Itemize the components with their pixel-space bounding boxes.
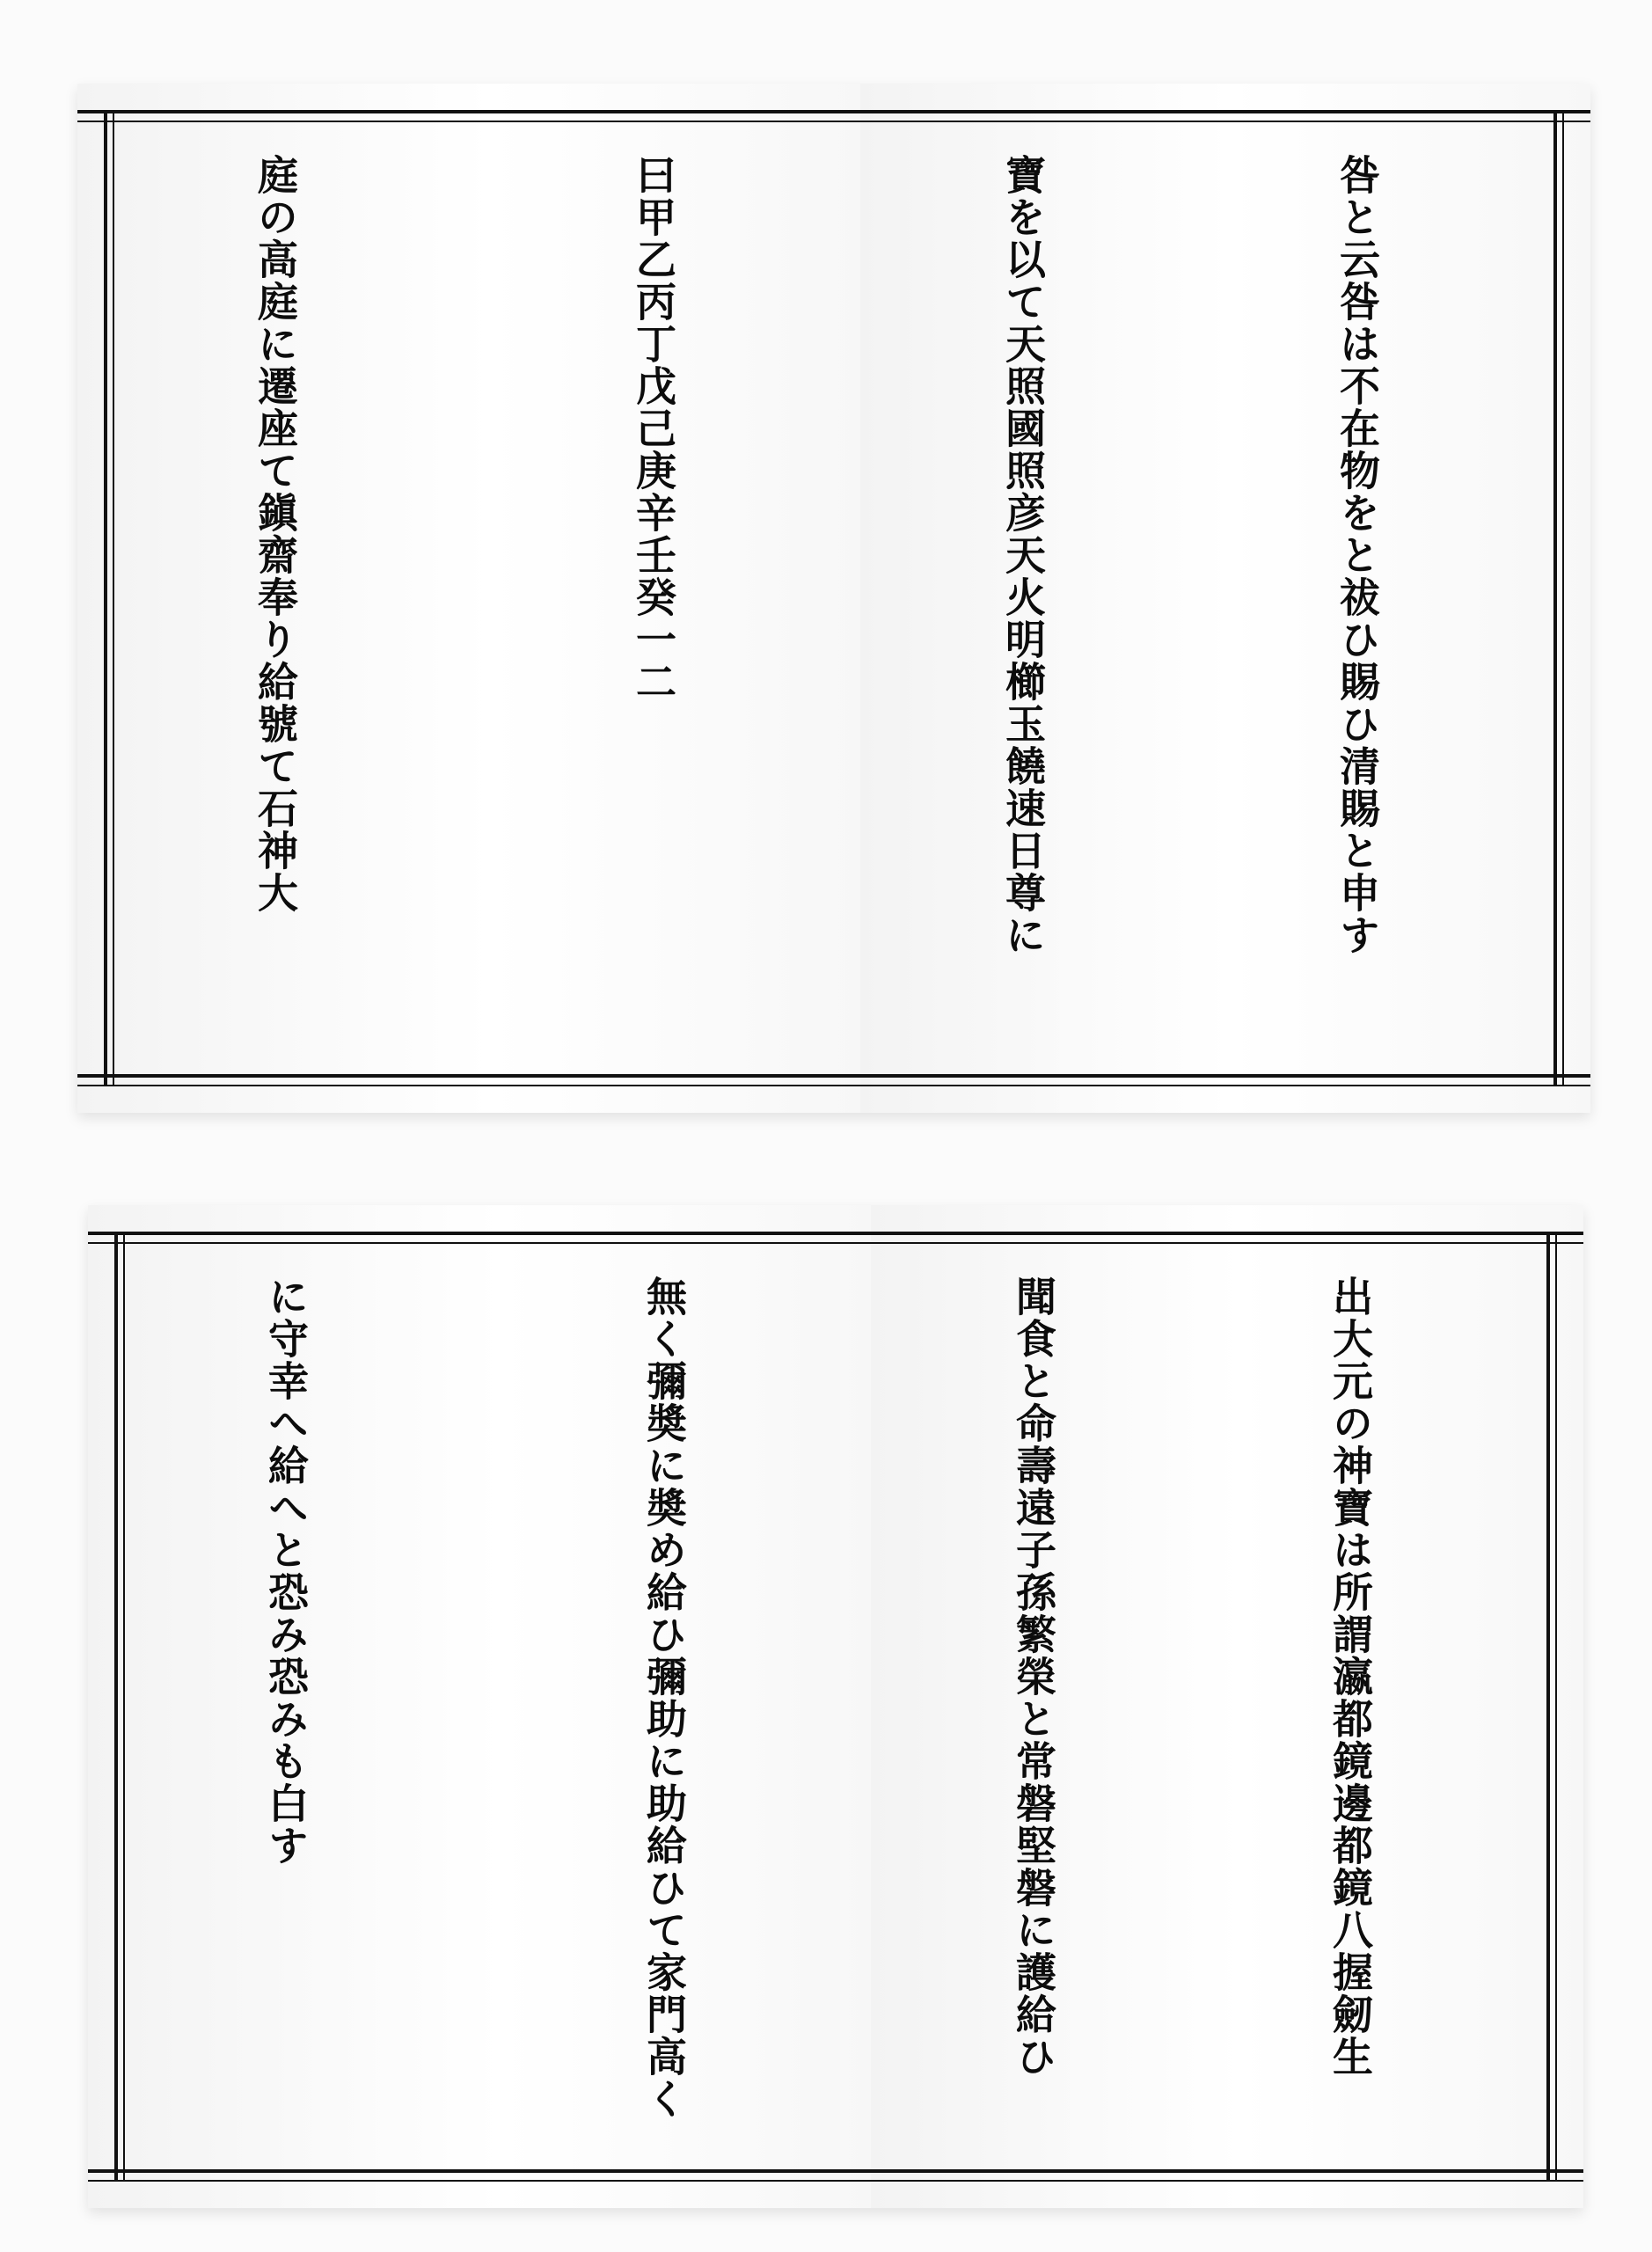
- frame-line: [1546, 1232, 1557, 2182]
- border-line: [501, 2169, 871, 2182]
- border-line: [491, 110, 860, 122]
- frame-line: [1553, 110, 1564, 1086]
- top-left-column-text: [121, 154, 464, 1042]
- border-line: [1230, 110, 1590, 122]
- text-line: 寶を以て天照國照彦天火明櫛玉饒速日尊に: [999, 154, 1047, 956]
- border-line: [1240, 2169, 1583, 2182]
- bottom-panel-mid-right: [871, 1205, 1240, 2208]
- border-line: [501, 1232, 871, 1244]
- text-line: 咎と云咎は不在物をと祓ひ賜ひ清賜と申す: [1334, 154, 1381, 956]
- text-line: 無く彌奬に奬め給ひ彌助に助給ひて家門高く: [640, 1276, 688, 2120]
- text-line: 出大元の神寶は所謂瀛都鏡邊都鏡八握劒生: [1327, 1276, 1374, 2078]
- top-mid-right-column-text: [878, 154, 1212, 1042]
- top-panel-mid-left: [491, 84, 860, 1113]
- frame-line: [114, 1232, 125, 2182]
- border-line: [1240, 1232, 1583, 1244]
- bottom-panel-left: [88, 1205, 501, 2208]
- border-line: [88, 2169, 501, 2182]
- top-folding-sheet: [77, 84, 1590, 1113]
- border-line: [1230, 1074, 1590, 1086]
- text-line: に守幸へ給へと恐み恐みも白す: [262, 1276, 310, 1867]
- bottom-mid-left-column-text: [519, 1276, 853, 2138]
- frame-line: [104, 110, 114, 1086]
- bottom-photo: [0, 1161, 1652, 2252]
- text-line: 聞食と命壽遠子孫繁榮と常磐堅磐に護給ひ: [1010, 1276, 1057, 2078]
- border-line: [88, 1232, 501, 1244]
- border-line: [860, 110, 1230, 122]
- border-line: [77, 110, 491, 122]
- bottom-panel-right: [1240, 1205, 1583, 2208]
- text-line: 庭の高庭に遷座て鎭齋奉り給號て石神大: [252, 154, 299, 914]
- top-panel-mid-right: [860, 84, 1230, 1113]
- border-line: [491, 1074, 860, 1086]
- top-panel-right: [1230, 84, 1590, 1113]
- bottom-folding-sheet: [88, 1205, 1583, 2208]
- bottom-panel-mid-left: [501, 1205, 871, 2208]
- border-line: [860, 1074, 1230, 1086]
- text-line: 曰甲乙丙丁戊己庚辛壬癸一二: [630, 154, 677, 703]
- top-mid-left-column-text: [508, 154, 843, 1042]
- bottom-mid-right-column-text: [888, 1276, 1223, 2138]
- border-line: [871, 1232, 1240, 1244]
- border-line: [871, 2169, 1240, 2182]
- bottom-left-column-text: [132, 1276, 475, 2138]
- top-right-column-text: [1239, 154, 1546, 1042]
- bottom-right-column-text: [1249, 1276, 1539, 2138]
- top-panel-left: [77, 84, 491, 1113]
- border-line: [77, 1074, 491, 1086]
